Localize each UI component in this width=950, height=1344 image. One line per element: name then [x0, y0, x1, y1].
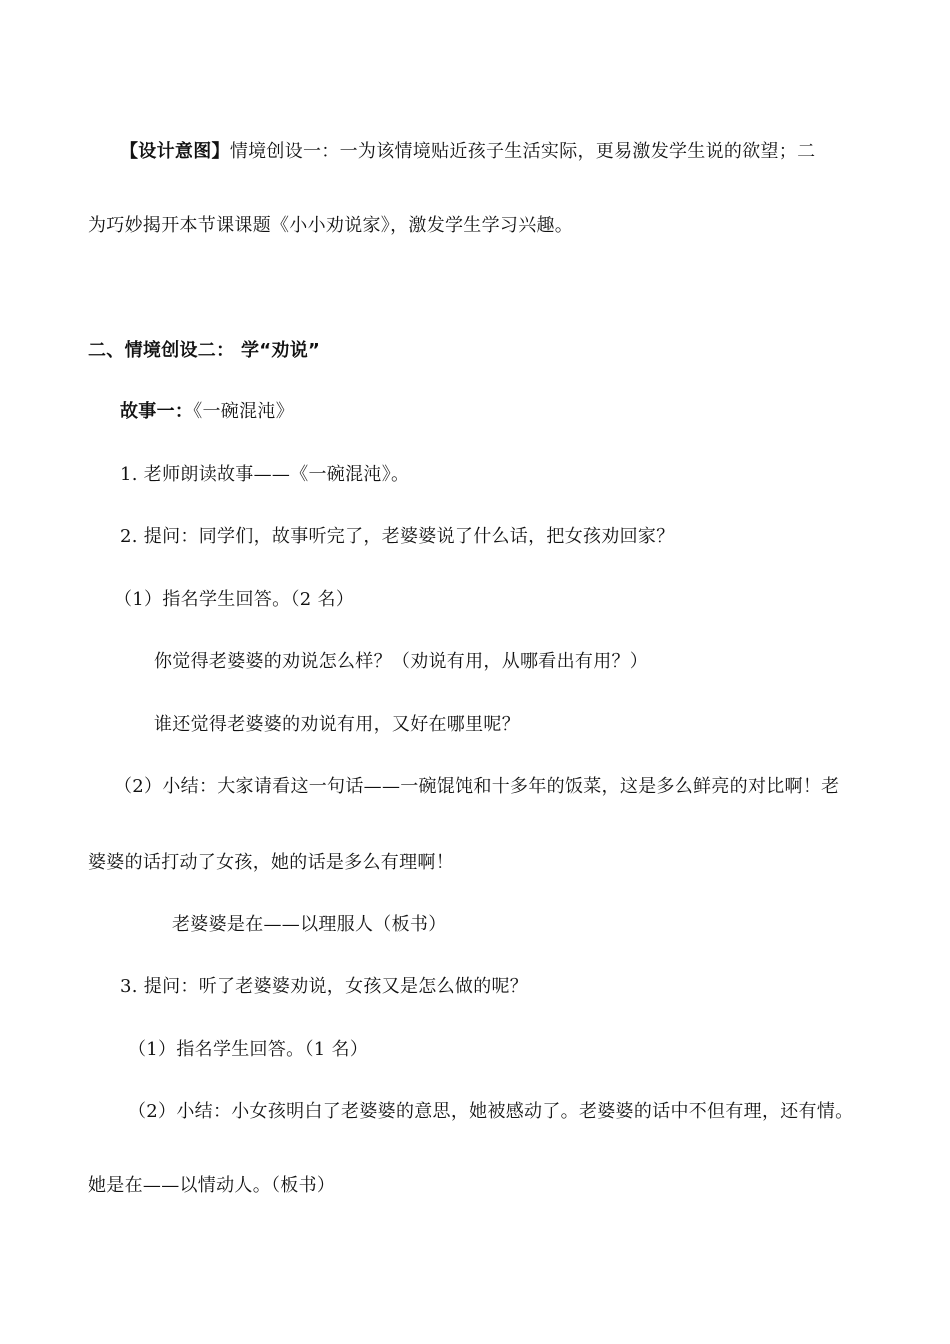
design-intent-text-1: 情境创设一：一为该情境贴近孩子生活实际，更易激发学生说的欲望；二: [229, 141, 816, 162]
step-3: 3. 提问：听了老婆婆劝说，女孩又是怎么做的呢？: [120, 976, 529, 997]
board-note-1: 老婆婆是在——以理服人（板书）: [172, 914, 447, 935]
step-3-sub-2-line-1: （2）小结：小女孩明白了老婆婆的意思，她被感动了。老婆婆的话中不但有理，还有情。: [128, 1101, 854, 1122]
section-heading: 二、情境创设二： 学“劝说”: [88, 340, 321, 361]
story-title-line: [120, 400, 294, 424]
step-1: 1. 老师朗读故事——《一碗混沌》。: [120, 464, 410, 485]
step-3-sub-1: （1）指名学生回答。（1 名）: [128, 1039, 369, 1060]
step-2: 2. 提问：同学们，故事听完了，老婆婆说了什么话，把女孩劝回家？: [120, 526, 675, 547]
step-2-sub-2-line-1: （2）小结：大家请看这一句话——一碗馄饨和十多年的饭菜，这是多么鲜亮的对比啊！老: [114, 776, 840, 797]
step-3-sub-2-line-2: 她是在——以情动人。（板书）: [88, 1175, 336, 1196]
story-name: 《一碗混沌》: [193, 401, 295, 422]
question-2: 谁还觉得老婆婆的劝说有用，又好在哪里呢？: [154, 714, 520, 735]
design-intent-tag: 【设计意图】: [120, 141, 230, 162]
story-title-label: 故事一：: [120, 401, 194, 422]
step-2-sub-1: （1）指名学生回答。（2 名）: [114, 589, 355, 610]
question-1: 你觉得老婆婆的劝说怎么样？（劝说有用，从哪看出有用？）: [154, 651, 649, 672]
design-intent-line-1: [120, 140, 815, 164]
design-intent-line-2: 为巧妙揭开本节课课题《小小劝说家》，激发学生学习兴趣。: [88, 215, 574, 236]
step-2-sub-2-line-2: 婆婆的话打动了女孩，她的话是多么有理啊！: [88, 852, 454, 873]
